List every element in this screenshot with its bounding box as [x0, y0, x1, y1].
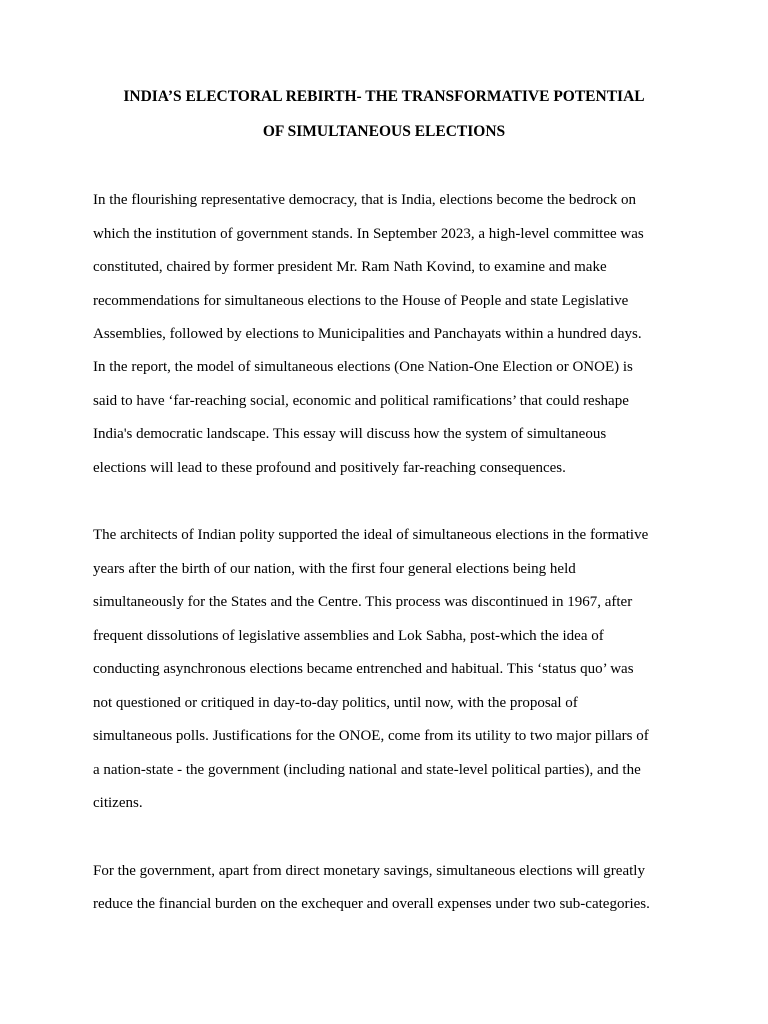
- paragraph-line: which the institution of government stands. In September 2023, a high-level committee was: [93, 226, 644, 242]
- paragraph-line: conducting asynchronous elections became entrenched and habitual. This ‘status quo’ was: [93, 661, 634, 677]
- paragraph-line: The architects of Indian polity supported the ideal of simultaneous elections in the formative: [93, 527, 649, 543]
- paragraph-line: years after the birth of our nation, with the first four general elections being held: [93, 561, 576, 577]
- paragraph-line: a nation-state - the government (including national and state-level political parties), and the: [93, 762, 641, 778]
- paragraph-line: not questioned or critiqued in day-to-day politics, until now, with the proposal of: [93, 695, 578, 711]
- paragraph-line: constituted, chaired by former president Mr. Ram Nath Kovind, to examine and make: [93, 259, 607, 275]
- paragraph-line: elections will lead to these profound and positively far-reaching consequences.: [93, 460, 566, 476]
- paragraph-line: said to have ‘far-reaching social, economic and political ramifications’ that could reshape: [93, 393, 629, 409]
- paragraph-line: In the flourishing representative democracy, that is India, elections become the bedrock on: [93, 192, 636, 208]
- document-title-line-1: INDIA’S ELECTORAL REBIRTH- THE TRANSFORMATIVE POTENTIAL: [123, 88, 645, 105]
- paragraph-line: citizens.: [93, 795, 143, 811]
- paragraph-line: simultaneous polls. Justifications for the ONOE, come from its utility to two major pillars of: [93, 728, 649, 744]
- paragraph-line: frequent dissolutions of legislative assemblies and Lok Sabha, post-which the idea of: [93, 628, 604, 644]
- paragraph-line: For the government, apart from direct monetary savings, simultaneous elections will greatly: [93, 863, 645, 879]
- document-title-line-2: OF SIMULTANEOUS ELECTIONS: [262, 123, 506, 140]
- paragraph-line: India's democratic landscape. This essay will discuss how the system of simultaneous: [93, 426, 607, 442]
- paragraph-line: reduce the financial burden on the exchequer and overall expenses under two sub-categories.: [93, 896, 650, 912]
- paragraph-line: In the report, the model of simultaneous elections (One Nation-One Election or ONOE) is: [93, 359, 633, 375]
- paragraph-line: recommendations for simultaneous elections to the House of People and state Legislative: [93, 293, 629, 309]
- paragraph-line: Assemblies, followed by elections to Municipalities and Panchayats within a hundred days.: [93, 326, 642, 342]
- paragraph-line: simultaneously for the States and the Centre. This process was discontinued in 1967, after: [93, 594, 633, 610]
